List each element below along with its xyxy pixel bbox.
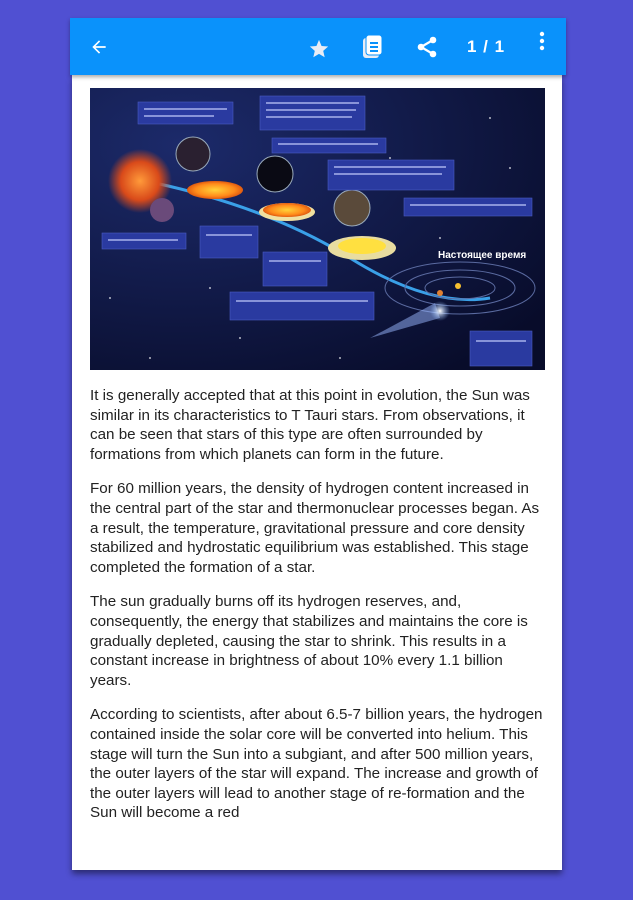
share-button[interactable] [412,18,442,75]
favorite-button[interactable] [306,20,332,77]
page-indicator: 1 / 1 [466,36,506,56]
article-paragraph: According to scientists, after about 6.5-7 billion years, the hydrogen contained inside the solar core will be converted into helium. This stage will turn the Sun into a subgiant, and after 500 million years, the outer layers of the star will expand. The increase and growth of the outer layers will lead to another stage of re-formation and the Sun will become a red [90,706,543,822]
copy-button[interactable] [358,18,388,75]
solar-system-formation-infographic [90,88,545,370]
document-page[interactable] [72,75,562,870]
present-time-label: Настоящее время [438,250,527,261]
star-icon [308,38,330,60]
article-body [90,386,548,838]
article-paragraph: For 60 million years, the density of hydrogen content increased in the central part of the star and thermonuclear processes began. As a result, the temperature, gravitational pressure and core density stabilized and hydrostatic equilibrium was established. This stage completed the formation of a star. [90,480,540,576]
infographic-art [90,88,545,370]
document-copy-icon [361,34,385,60]
arrow-left-icon [89,37,109,57]
more-vertical-icon [539,31,545,51]
share-icon [415,35,439,59]
overflow-menu-button[interactable] [532,12,552,69]
article-paragraph: It is generally accepted that at this point in evolution, the Sun was similar in its characteristics to T Tauri stars. From observations, it can be seen that stars of this type are often surrounded by formations from which planets can form in the future. [90,387,530,463]
app-toolbar [70,18,566,75]
article-paragraph: The sun gradually burns off its hydrogen reserves, and, consequently, the energy that stabilizes and maintains the core is gradually depleted, causing the star to shrink. This results in a constant increase in brightness of about 10% every 1.1 billion years. [90,593,528,689]
back-button[interactable] [84,18,114,75]
